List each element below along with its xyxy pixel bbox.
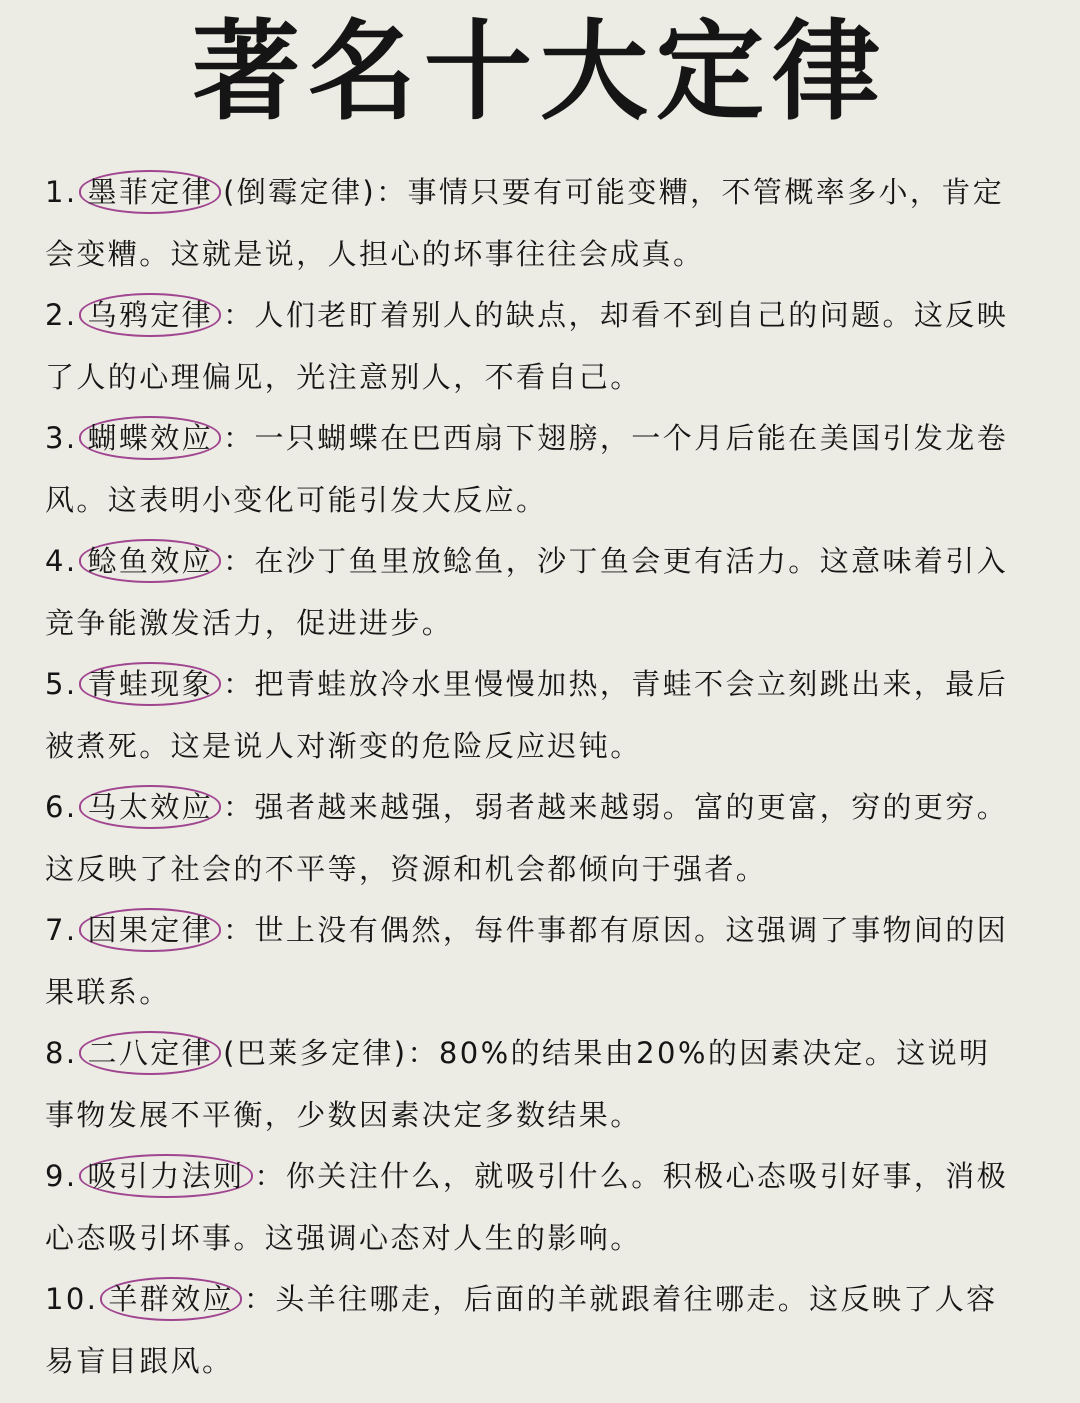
item-number: 6. (45, 790, 78, 824)
law-item-9 (45, 1146, 1020, 1269)
page-title: 著名十大定律 (191, 9, 888, 135)
item-text: ：强者越来越强，弱者越来越弱。富的更富，穷的更穷。这反映了社会的不平等，资源和机会都倾向于强者。 (45, 790, 1009, 886)
circled-term: 鲶鱼效应 (79, 539, 221, 583)
item-text: (巴莱多定律)：80%的结果由20%的因素决定。这说明事物发展不平衡，少数因素决定多数结果。 (45, 1036, 991, 1132)
item-text: ：人们老盯着别人的缺点，却看不到自己的问题。这反映了人的心理偏见，光注意别人，不看自己。 (45, 298, 1009, 394)
law-item-4 (45, 531, 1020, 654)
circled-term: 二八定律 (79, 1031, 221, 1075)
item-number: 7. (45, 913, 78, 947)
item-number: 9. (45, 1159, 78, 1193)
item-text: (倒霉定律)：事情只要有可能变糟，不管概率多小，肯定会变糟。这就是说，人担心的坏事往往会成真。 (45, 175, 1005, 271)
item-number: 5. (45, 667, 78, 701)
law-item-6 (45, 777, 1020, 900)
item-text: ：把青蛙放冷水里慢慢加热，青蛙不会立刻跳出来，最后被煮死。这是说人对渐变的危险反应迟钝。 (45, 667, 1009, 763)
law-item-8 (45, 1023, 1020, 1146)
law-item-2 (45, 285, 1020, 408)
law-item-1 (45, 162, 1020, 285)
item-text: ：在沙丁鱼里放鲶鱼，沙丁鱼会更有活力。这意味着引入竞争能激发活力，促进进步。 (45, 544, 1009, 640)
circled-term: 羊群效应 (100, 1277, 242, 1321)
item-number: 10. (45, 1282, 99, 1316)
item-text: ：头羊往哪走，后面的羊就跟着往哪走。这反映了人容易盲目跟风。 (45, 1282, 998, 1378)
circled-term: 墨菲定律 (79, 170, 221, 214)
item-number: 4. (45, 544, 78, 578)
item-number: 8. (45, 1036, 78, 1070)
circled-term: 吸引力法则 (79, 1154, 252, 1198)
law-item-10 (45, 1269, 1020, 1392)
circled-term: 马太效应 (79, 785, 221, 829)
circled-term: 因果定律 (79, 908, 221, 952)
circled-term: 蝴蝶效应 (79, 416, 221, 460)
item-text: ：你关注什么，就吸引什么。积极心态吸引好事，消极心态吸引坏事。这强调心态对人生的影响。 (45, 1159, 1009, 1255)
law-item-7 (45, 900, 1020, 1023)
item-text: ：世上没有偶然，每件事都有原因。这强调了事物间的因果联系。 (45, 913, 1009, 1009)
law-item-3 (45, 408, 1020, 531)
item-text: ：一只蝴蝶在巴西扇下翅膀，一个月后能在美国引发龙卷风。这表明小变化可能引发大反应。 (45, 421, 1009, 517)
law-list (45, 162, 1020, 1392)
circled-term: 青蛙现象 (79, 662, 221, 706)
law-item-5 (45, 654, 1020, 777)
item-number: 3. (45, 421, 78, 455)
circled-term: 乌鸦定律 (79, 293, 221, 337)
item-number: 2. (45, 298, 78, 332)
item-number: 1. (45, 175, 78, 209)
